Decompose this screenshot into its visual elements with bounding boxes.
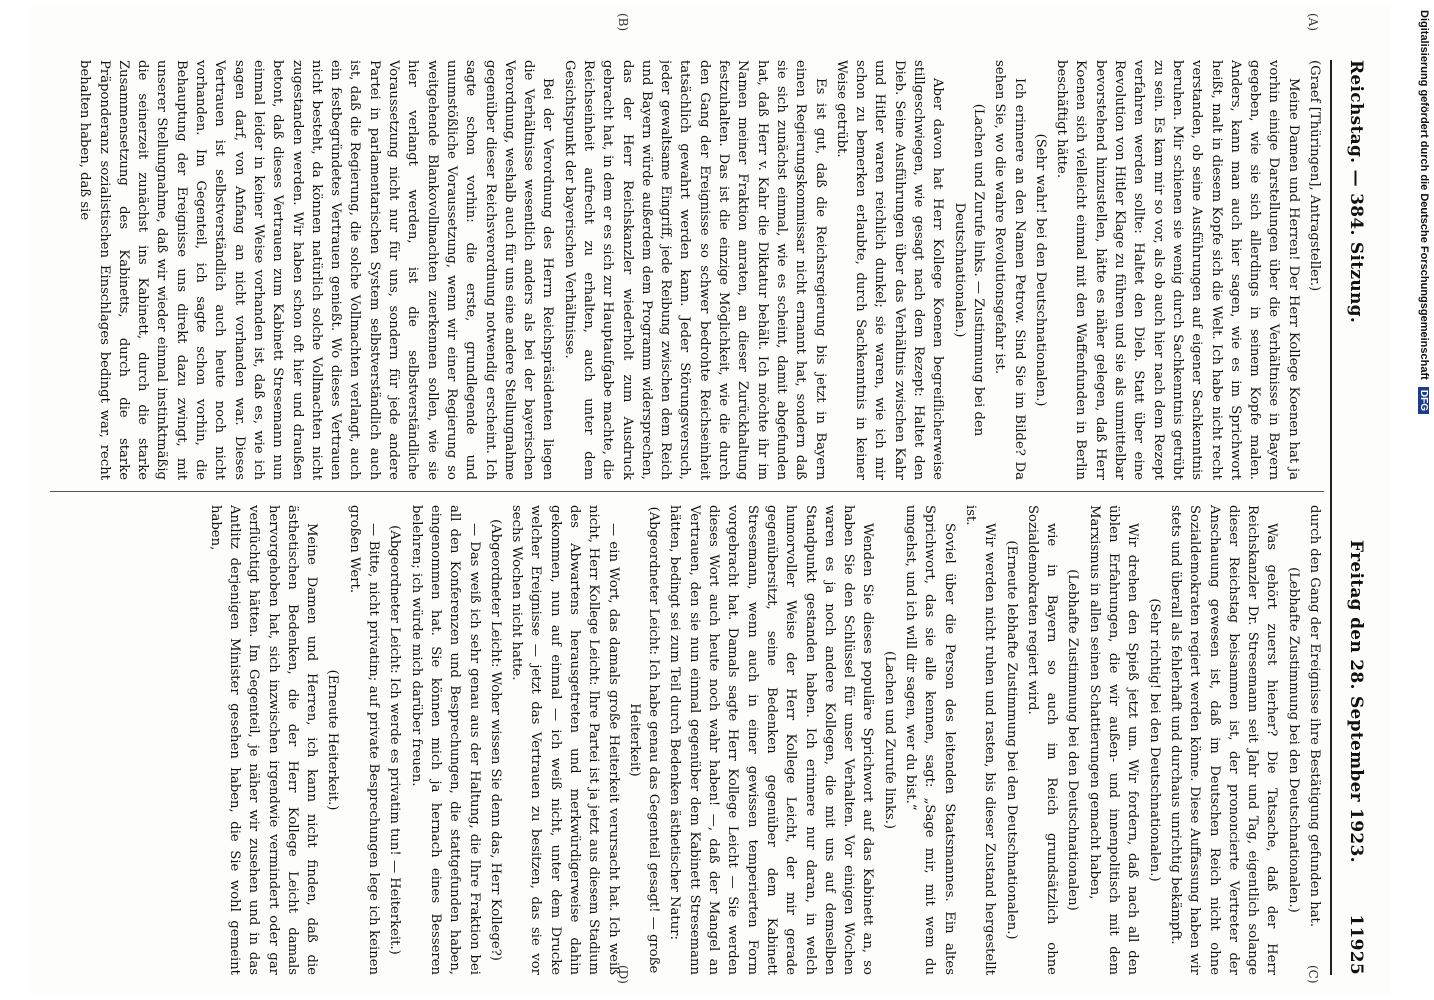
interjection-paragraph: (Lachen und Zurufe links. — Zustimmung bei den Deutschnationalen.) — [951, 103, 986, 437]
column-divider — [50, 491, 1324, 492]
speech-paragraph: — Bitte, nicht privatim; auf private Besprechungen lege ich keinen großen Wert. — [346, 505, 382, 975]
digitization-text: Digitalisierung gefördert durch die Deutsche Forschungsgemeinschaft — [1418, 10, 1430, 380]
interjection-paragraph: (Lachen und Zurufe links.) — [881, 650, 897, 830]
interjection-paragraph: (Erneute Heiterkeit.) — [325, 669, 341, 811]
interjection-paragraph: (Sehr richtig! bei den Deutschnationalen.) — [1146, 598, 1162, 882]
speech-paragraph: (Graef [Thüringen], Antragsteller.) — [1307, 60, 1322, 292]
margin-marker-b: (B) — [616, 13, 630, 32]
interjection-paragraph: (Sehr wahr! bei den Deutschnationalen.) — [1032, 133, 1048, 407]
speech-paragraph: — ein Wort, das damals große Heiterkeit verursacht hat. Ich weiß nicht, Herr Kollege Leicht: Ihre Partei ist ja jetzt aus diesem Stadium des Abwartens herausgetreten und merkwürdigerweise dahin gekommen, nun auf einmal — ich weiß nicht, unter dem Drucke welcher Ereignisse — jetzt das Vertrauen zu besitzen, das sie vor sechs Wochen nicht hatte. — [509, 505, 621, 975]
speech-paragraph: Wir werden nicht ruhen und rasten, bis dieser Zustand hergestellt ist. — [962, 505, 998, 975]
speech-paragraph: Soviel über die Person des leitenden Staatsmannes. Ein altes Sprichwort, das sie alle kennen, sagt: „Sage mir, mit wem du umgehst, und ich will dir sagen, wer du bist.“ — [903, 505, 957, 975]
margin-marker-a: (A) — [1306, 13, 1320, 32]
speech-paragraph: — Das weiß ich sehr genau aus der Haltung, die Ihre Fraktion bei all den Konferenzen und Besprechungen, die stattgefunden haben, eingenommen hat. Sie können mich ja hernach eines Besseren belehren; ich würde mich darüber freuen. — [408, 505, 482, 975]
right-text-column — [40, 505, 1324, 975]
interjection-paragraph: (Lebhafte Zustimmung bei den Deutschnationalen.) — [1285, 567, 1301, 913]
dfg-logo: DFG — [1418, 387, 1429, 414]
interjection-paragraph: (Lebhafte Zustimmung bei den Deutschnationalen) — [1065, 569, 1081, 911]
header-date: Freitag den 28. September 1923. — [1346, 540, 1366, 863]
interjection-paragraph: (Erneute lebhafte Zustimmung bei den Deutschnationalen.) — [1003, 540, 1019, 940]
speech-paragraph: Meine Damen und Herren, ich kann nicht finden, daß die ästhetischen Bedenken, die der Herr Kollege Leicht damals hervorgehoben hat, sich inzwischen irgendwie vermindert oder gar verflüchtigt hätten. Im Gegenteil, je näher wir zusehen und in das Antlitz derjenigen Minister gesehen haben, die Sie wohl gemeint haben, — [207, 505, 320, 975]
speech-paragraph: Meine Damen und Herren! Der Herr Kollege Koenen hat ja vorhin einige Darstellungen über die Verhältnisse in Bayern gegeben, wie sie sich allerdings in seinem Kopfe malen. Anders, kann man auch hier sagen, wie es im Sprichwort heißt, malt in diesem Kopfe sich die Welt. Ich habe nicht recht verstanden, ob seine Ausführungen auf eigener Sachkenntnis beruhen. Mir schienen sie wenig durch Sachkenntnis getrübt zu sein. Es kam mir so vor, als ob auch hier nach dem Rezept verfahren werden sollte: Haltet den Dieb. Statt über eine Revolution von Hitler Klage zu führen und sie als unmittelbar bevorstehend hinzustellen, hätte es näher gelegen, daß Herr Koenen sich vielleicht einmal mit den Waffenfunden in Berlin beschäftigt hätte. — [1054, 60, 1301, 480]
speech-paragraph: Wenden Sie dieses populäre Sprichwort auf das Kabinett an, so haben Sie den Schlüssel für unser Verhalten. Vor einigen Wochen waren es ja noch andere Kollegen, die mit uns auf demselben Standpunkt gestanden haben. Ich erinnere nur daran, in welch humorvoller Weise der Herr Kollege Leicht, der mir gerade gegenübersitzt, seine Bedenken gegenüber dem Kabinett Stresemann, wenn auch in einer gewissen temperierten Form vorgebracht hat. Damals sagte Herr Kollege Leicht — Sie werden dieses Wort auch heute noch wahr haben! —, daß der Mangel an Vertrauen, den sie nun einmal gegenüber dem Kabinett Stresemann hätten, bedingt sei zum Teil durch Bedenken ästhetischer Natur: — [667, 505, 876, 975]
page-number: 11925 — [1346, 914, 1366, 975]
page-header — [1330, 60, 1372, 975]
header-left: Reichstag. — 384. Sitzung. — [1346, 60, 1366, 324]
speech-paragraph: Wir drehen den Spieß jetzt um. Wir fordern, daß nach all den üblen Erfahrungen, die wir außen- und innenpolitisch mit dem Marxismus in allen seinen Schattierungen gemacht haben, — [1086, 505, 1141, 975]
interjection-paragraph: (Abgeordneter Leicht: Ich habe genau das Gegenteil gesagt! — große Heiterkeit) — [626, 506, 662, 974]
left-text-column — [40, 60, 1324, 480]
speech-paragraph: Ich erinnere an den Namen Petrow. Sind Sie im Bilde? Da sehen Sie, wo die wahre Revolutionsgefahr ist. — [992, 60, 1027, 480]
digitization-note — [1404, 5, 1432, 995]
speech-paragraph: wie in Bayern so auch im Reich grundsätzlich ohne Sozialdemokraten regiert wird. — [1024, 505, 1060, 975]
interjection-paragraph: (Abgeordneter Leicht: Woher wissen Sie denn das, Herr Kollege?) — [487, 519, 503, 961]
speech-paragraph: Aber davon hat Herr Kollege Koenen begreiflicherweise stillgeschwiegen, wie gesagt nach dem Rezept: Haltet den Dieb. Seine Ausführungen über das Verhältnis zwischen Kahr und Hitler waren reichlich dunkel; sie waren, wie ich mir schon zu bemerken erlaubte, durch Sachkenntnis in keiner Weise getrübt. — [833, 60, 946, 480]
document-page — [30, 5, 1390, 995]
speech-paragraph: Bei der Verordnung des Herrn Reichspräsidenten liegen die Verhältnisse wesentlich anders als bei der bayerischen Verordnung, weshalb auch für uns eine andere Stellungnahme gegenüber dieser Reichsverordnung notwendig erscheint. Ich sagte schon vorhin: die erste, grundlegende und unumstößliche Voraussetzung, wenn wir einer Regierung so weitgehende Blankovollmachten zuerkennen sollen, wie sie hier verlangt werden, ist die selbstverständliche Voraussetzung nicht nur für uns, sondern für jede andere Partei in parlamentarischen System selbstverständlich auch ist, daß die Regierung, die solche Vollmachten verlangt, auch ein festbegründetes Vertrauen genießt. Wo dieses Vertrauen nicht besteht, da können natürlich solche Vollmachten nicht zugestanden werden. Wir haben schon oft hier und draußen betont, daß dieses Vertrauen zum Kabinett Stresemann nun einmal leider in keiner Weise vorhanden ist, daß es, wie ich sagen darf, von Anfang an nicht vorhanden war. Dieses Vertrauen ist selbstverständlich auch heute noch nicht vorhanden. Im Gegenteil, ich sagte schon vorhin, die Behauptung der Ereignisse uns direkt dazu zwingt, mit unserer Stellungnahme, daß wir wieder einmal instinktmäßig die seinerzeit zunächst ins Kabinett, durch die starke Zusammensetzung des Kabinetts, durch die starke Präponderanz sozialistischen Einschlages bedingt war, recht behalten haben, daß sie — [77, 60, 556, 480]
speech-paragraph: Was gehört zuerst hierher? Die Tatsache, daß der Herr Reichskanzler Dr. Stresemann seit Jahr und Tag, eigentlich solange dieser Reichstag beisammen ist, der prononcierte Vertreter der Anschauung gewesen ist, daß im Deutschen Reich nicht ohne Sozialdemokraten regiert werden könne. Diese Auffassung haben wir stets und überall als fehlerhaft und durchaus unrichtig bekämpft. — [1167, 505, 1280, 975]
margin-marker-c: (C) — [1306, 965, 1320, 984]
speech-paragraph: durch den Gang der Ereignisse ihre Bestätigung gefunden hat. — [1307, 505, 1322, 928]
speech-paragraph: Es ist gut, daß die Reichsregierung bis jetzt in Bayern einen Regierungskommissar nicht ernannt hat, sondern daß sie sich zunächst einmal, wie es scheint, damit abgefunden hat, daß Herr v. Kahr die Diktatur behält. Ich möchte ihr im Namen meiner Fraktion anraten, an dieser Zurückhaltung festzuhalten. Das ist die einzige Möglichkeit, wie die durch den Gang der Ereignisse so schwer bedrohte Reichseinheit tatsächlich gewahrt werden kann. Jeder Störungsversuch, jeder gewaltsame Eingriff, jede Reibung zwischen dem Reich und Bayern würde außerdem dem Programm widersprechen, das der Herr Reichskanzler wiederholt zum Ausdruck gebracht hat, in dem er es sich zur Hauptaufgabe machte, die Reichseinheit aufrecht zu erhalten, auch unter dem Gesichtspunkt der bayerischen Verhältnisse. — [561, 60, 828, 480]
margin-marker-d: (D) — [616, 965, 630, 984]
interjection-paragraph: (Abgeordneter Leicht: Ich werde es privatim tun! — Heiterkeit.) — [387, 525, 403, 955]
